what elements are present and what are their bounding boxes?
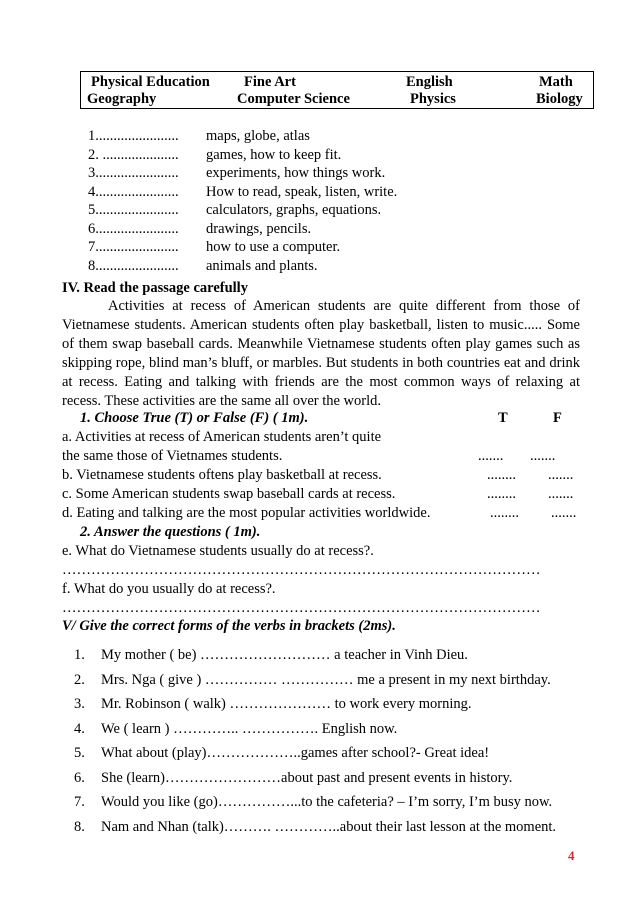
answer-blank[interactable]: 8....................... xyxy=(88,257,179,274)
item-number: 5. xyxy=(74,745,85,761)
verb-sentence: We ( learn ) ………….. ……………. English now. xyxy=(101,720,398,737)
answer-blank[interactable]: 4....................... xyxy=(88,183,179,200)
statement-b: b. Vietnamese students oftens play basketball at recess. xyxy=(62,467,382,483)
false-blank-a[interactable]: ....... xyxy=(530,448,556,464)
true-blank-d[interactable]: ........ xyxy=(490,505,519,521)
item-description: maps, globe, atlas xyxy=(206,128,310,144)
answer-blank[interactable]: 3....................... xyxy=(88,165,179,181)
false-blank-c[interactable]: ....... xyxy=(548,486,574,502)
false-header: F xyxy=(553,410,562,426)
item-number: 4. xyxy=(74,720,85,737)
verb-sentence: My mother ( be) ……………………… a teacher in Vinh Dieu. xyxy=(101,647,468,663)
subject-biology: Biology xyxy=(536,91,583,107)
true-header: T xyxy=(498,410,508,426)
item-number: 8. xyxy=(74,818,85,835)
subject-physics: Physics xyxy=(410,91,456,107)
true-blank-c[interactable]: ........ xyxy=(487,486,516,502)
section-4-title: IV. Read the passage carefully xyxy=(62,280,248,296)
verb-sentence: Would you like (go)……………...to the cafeteria? – I’m sorry, I’m busy now. xyxy=(101,794,553,810)
item-number: 7. xyxy=(74,794,85,810)
verb-sentence: Nam and Nhan (talk)………. …………..about their last lesson at the moment. xyxy=(101,818,557,835)
verb-sentence: She (learn)……………………about past and present events in history. xyxy=(101,769,513,786)
section-5-title: V/ Give the correct forms of the verbs in brackets (2ms). xyxy=(62,618,396,634)
page-number: 4 xyxy=(568,848,575,863)
true-false-title: 1. Choose True (T) or False (F) ( 1m). xyxy=(80,410,309,426)
item-description: calculators, graphs, equations. xyxy=(206,202,382,218)
true-blank-b[interactable]: ........ xyxy=(487,467,516,483)
item-description: games, how to keep fit. xyxy=(206,146,342,163)
answer-blank[interactable]: 2. ..................... xyxy=(88,146,179,163)
answer-blank[interactable]: 5....................... xyxy=(88,202,179,218)
subject-table xyxy=(80,71,594,109)
subject-computer-science: Computer Science xyxy=(237,91,350,107)
statement-a-line1: a. Activities at recess of American students aren’t quite xyxy=(62,429,382,445)
item-description: How to read, speak, listen, write. xyxy=(206,183,398,200)
statement-d: d. Eating and talking are the most popular activities worldwide. xyxy=(62,505,431,521)
question-e: e. What do Vietnamese students usually do at recess?. xyxy=(62,543,374,559)
statement-a-line2: the same those of Vietnames students. xyxy=(62,448,283,464)
subject-physical-education: Physical Education xyxy=(91,74,210,90)
item-description: experiments, how things work. xyxy=(206,165,386,181)
item-number: 1. xyxy=(74,647,85,663)
false-blank-b[interactable]: ....... xyxy=(548,467,574,483)
item-description: animals and plants. xyxy=(206,257,318,274)
item-number: 2. xyxy=(74,671,85,688)
answer-blank[interactable]: 6....................... xyxy=(88,220,179,237)
statement-c: c. Some American students swap baseball cards at recess. xyxy=(62,486,396,502)
subject-math: Math xyxy=(539,74,573,90)
item-description: drawings, pencils. xyxy=(206,220,312,237)
true-blank-a[interactable]: ....... xyxy=(478,448,504,464)
false-blank-d[interactable]: ....... xyxy=(551,505,577,521)
subject-fine-art: Fine Art xyxy=(244,74,296,90)
question-f: f. What do you usually do at recess?. xyxy=(62,581,276,597)
answer-blank[interactable]: 1....................... xyxy=(88,128,179,144)
answer-line-e[interactable]: ……………………………………………………………………………………… xyxy=(62,562,541,578)
verb-sentence: Mrs. Nga ( give ) …………… …………… me a present in my next birthday. xyxy=(101,671,551,688)
item-description: how to use a computer. xyxy=(206,239,341,255)
passage-text: Activities at recess of American students are quite different from those of Vietnamese students. American students often play basketball, listen to music..... Some of them swap baseball cards. Meanwhile Vietnamese students often play games such as skipping rope, blind man’s bluff, or marbles. But students in both countries eat and drink at recess. Eating and talking with friends are the most common ways of relaxing at recess. These activities are the same all over the world. xyxy=(62,298,580,409)
item-number: 3. xyxy=(74,696,85,712)
answer-line-f[interactable]: ……………………………………………………………………………………… xyxy=(62,600,541,616)
answer-questions-title: 2. Answer the questions ( 1m). xyxy=(80,524,261,540)
reading-passage xyxy=(62,297,580,411)
verb-sentence: What about (play)………………..games after school?- Great idea! xyxy=(101,745,490,761)
subject-geography: Geography xyxy=(87,91,157,107)
answer-blank[interactable]: 7....................... xyxy=(88,239,179,255)
subject-english: English xyxy=(406,74,453,90)
verb-sentence: Mr. Robinson ( walk) ………………… to work every morning. xyxy=(101,696,472,712)
item-number: 6. xyxy=(74,769,85,786)
